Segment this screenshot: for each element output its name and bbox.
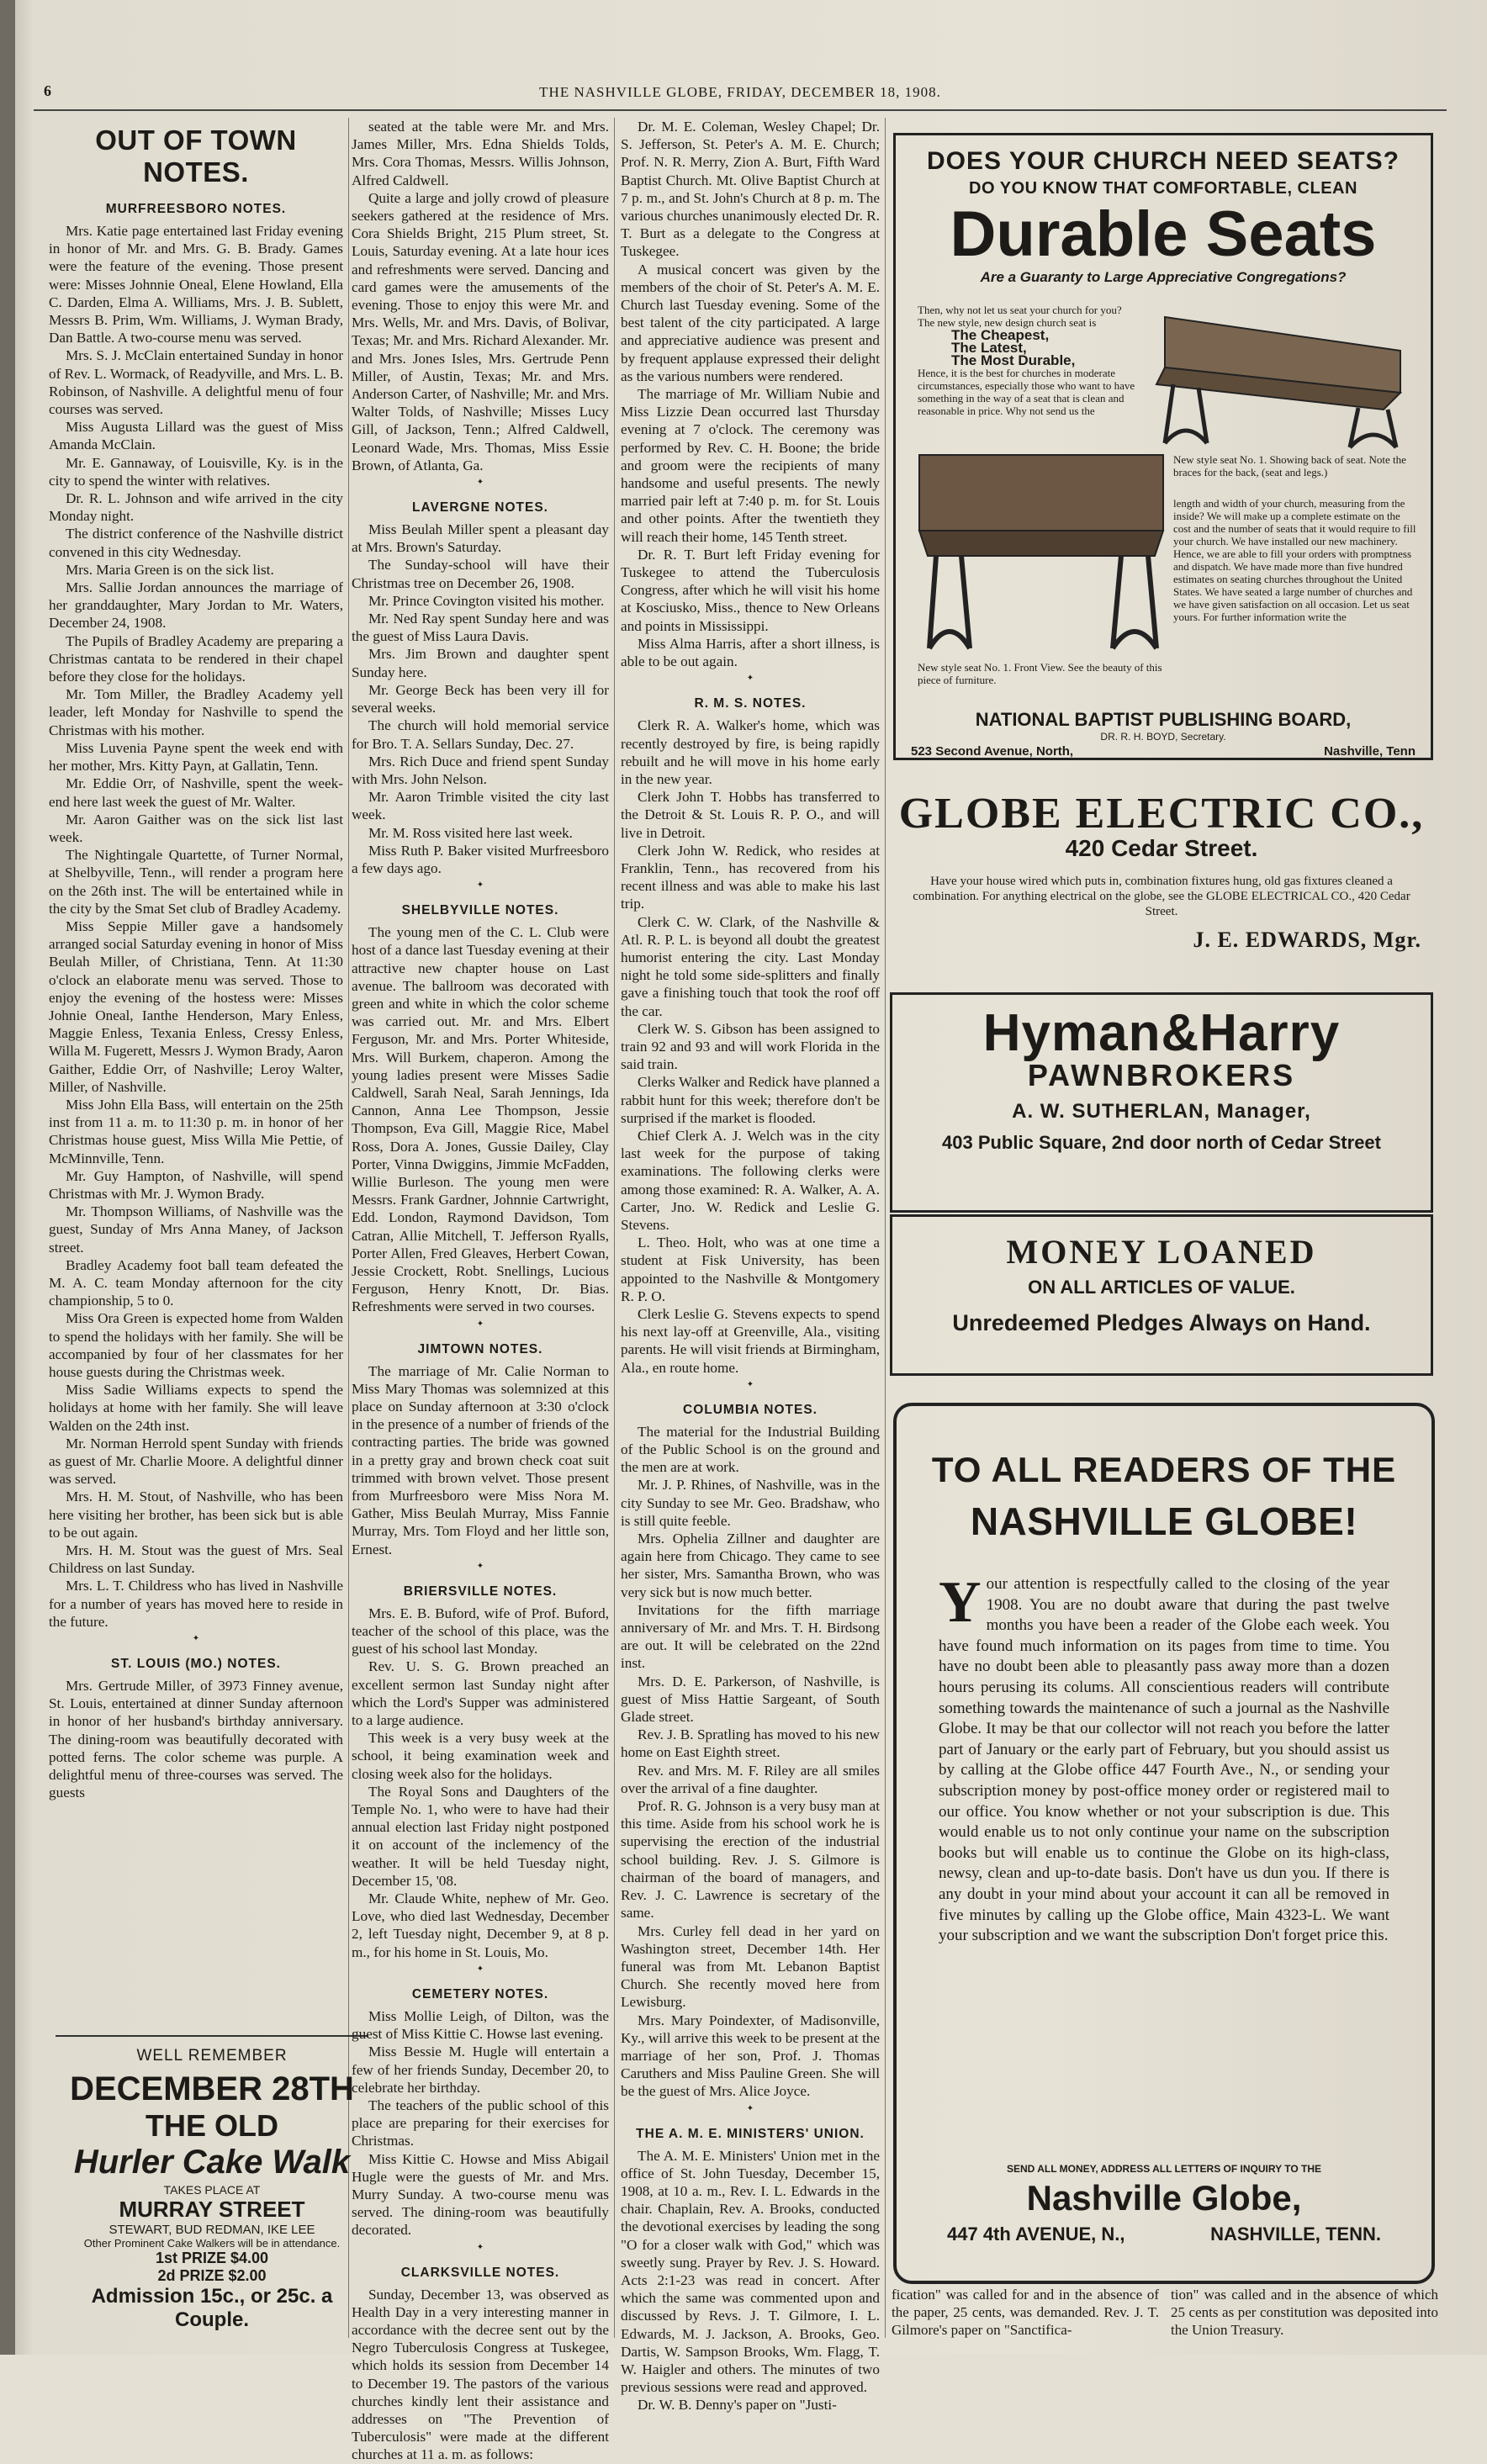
article-paragraph: Miss Ora Green is expected home from Walden to spend the holidays with her family. She will be accompanied by four of her classmates for her house guests during the Christmas week. <box>49 1310 343 1380</box>
address-street: 447 4th AVENUE, N., <box>947 2223 1125 2245</box>
article-paragraph: Rev. J. B. Spratling has moved to his new home on East Eighth street. <box>621 1726 880 1761</box>
article-paragraph: Mr. Prince Covington visited his mother. <box>368 592 605 609</box>
article-paragraph: Bradley Academy foot ball team defeated the M. A. C. team Monday afternoon for the city championship, 5 to 0. <box>49 1256 343 1309</box>
article-paragraph: Clerk C. W. Clark, of the Nashville & Atl. R. P. L. is beyond all doubt the greatest humorist entering the city. Last Monday night he told some side-splitters and finally gave a finishing touch that took the roof off the car. <box>621 913 880 1019</box>
article-paragraph: The young men of the C. L. Club were host of a dance last Tuesday evening at their attractive new chapter house on Last avenue. The ballroom was decorated with green and white in which the color scheme was carried out. Mr. and Mrs. Elbert Ferguson, Mr. and Mrs. Porter Whiteside, Mrs. Will Burkem, chaperon. Among the young ladies present were Misses Sadie Caldwell, Sarah Neal, Sarah Jennings, Ida Cannon, Anna Lee Thompson, Jessie Thompson, Eva Gill, Maggie Rice, Mabel Ross, Dora A. Jones, Gussie Dailey, Clay Porter, Vinna Dwiggins, Jimmie McFadden, Willie Burleson. The young men were Messrs. Frank Gardner, Johnnie Cartwright, Edd. London, Raymond Davidson, Tom Catran, Allie Mitchell, T. Jefferson Ryalls, Porter Allen, Fred Gleaves, Herbert Cowan, Jessie Crockett, Robt. Snellings, Lucious Ferguson, Henry Knott, Dr. Bias. Refreshments were served in two courses. <box>352 924 609 1315</box>
separator-star: ✦ <box>476 478 484 488</box>
ad-manager: J. E. EDWARDS, Mgr. <box>1193 928 1421 952</box>
ad-line: 1st PRIZE $4.00 <box>155 2250 269 2266</box>
article-paragraph: The Nightingale Quartette, of Turner Normal, at Shelbyville, Tenn., will render a program here on the 26th inst. The will be entertained while in the city by the Smat Set club of Bradley Academy. <box>49 847 343 917</box>
article-paragraph: Rev. and Mrs. M. F. Riley are all smiles over the arrival of a fine daughter. <box>621 1762 880 1796</box>
globe-electric-ad <box>888 789 1435 965</box>
ad-line: Other Prominent Cake Walkers will be in attendance. <box>83 2237 341 2250</box>
article-paragraph: The Sunday-school will have their Christmas tree on December 26, 1908. <box>352 557 609 591</box>
ad-line: STEWART, BUD REDMAN, IKE LEE <box>108 2223 315 2237</box>
ad-subtitle: PAWNBROKERS <box>1027 1058 1296 1092</box>
article-paragraph: Mrs. S. J. McClain entertained Sunday in honor of Rev. L. Wormack, of Readyville, and Mrs. L. B. Robinson, of Nashville. A delightful menu of four courses was served. <box>49 347 343 418</box>
ad-text-line: The Latest, <box>951 340 1027 356</box>
article-paragraph: Mrs. Curley fell dead in her yard on Washington street, December 14th. Her funeral was from Mt. Lebanon Baptist Church. She recently moved here from Lewisburg. <box>621 1922 880 2011</box>
section-heading: THE A. M. E. MINISTERS' UNION. <box>636 2126 865 2141</box>
ad-subtitle: ON ALL ARTICLES OF VALUE. <box>1028 1277 1295 1298</box>
continued-text: fication" was called for and in the absence of the paper, 25 cents, was demanded. Rev. J. T. Gilmore's paper on "Sanctifica- <box>892 2287 1159 2338</box>
article-paragraph: Mrs. L. T. Childress who has lived in Nashville for a number of years has moved here to reside in the future. <box>49 1578 343 1630</box>
separator-star: ✦ <box>476 1319 484 1329</box>
article-paragraph: Miss Kittie C. Howse and Miss Abigail Hugle were the guests of Mr. and Mrs. Murry Sunday. A two-course menu was served. The dining-room was beautifully decorated. <box>352 2150 609 2239</box>
article-paragraph: Mrs. Ophelia Zillner and daughter are again here from Chicago. They came to see her sister, Mrs. Samantha Brown, who was very sick but is now much better. <box>621 1531 880 1600</box>
section-heading: LAVERGNE NOTES. <box>412 500 548 516</box>
ad-subheadline: DO YOU KNOW THAT COMFORTABLE, CLEAN <box>969 179 1357 198</box>
ad-line: THE OLD <box>146 2108 278 2143</box>
column-3 <box>621 118 880 2414</box>
church-seats-ad <box>893 133 1433 760</box>
section-heading: CLARKSVILLE NOTES. <box>400 2265 560 2280</box>
article-paragraph: Mrs. Katie page entertained last Friday evening in honor of Mr. and Mrs. G. B. Brady. Games were the feature of the evening. Those present were: Misses Johnnie Oneal, Elene Howland, Ella C. Darden, Elma A. Williams, Mrs. J. B. Sublett, Messrs B. Prim, Wm. Williams, J. Wyman Brady, Dan Battle. A two-course menu was served. <box>49 223 343 346</box>
ad-title: Durable Seats <box>950 198 1377 270</box>
notice-text: our attention is respectfully called to the closing of the year 1908. You are no doubt aware that during the past twelve months you have been a reader of the Globe each week. You have found much information on its pages from time to time. You have no doubt been able to pleasantly pass away more than a dozen hours perusing its colums. All conscientious readers will contribute something towards the maintenance of such a journal as the Nashville Globe. It may be that our collector will not reach you before the latter part of January or the early part of February, but you should assist us by calling at the Globe office 447 Fourth Ave., N., or sending your subscription money by post-office money order or registered mail to our office. You know whether or not your subscription is due. This would enable us to not only continue your name on the subscription books but will enable us to continue the Globe on its high-class, newsy, clean and up-to-date basis. Don't have us dun you. If there is any doubt in your mind about your account it can all be removed in five minutes by calling up the Globe office, Main 4323-L. We want your subscription and we want the subscription Don't forget price this. <box>939 1575 1389 1945</box>
column-rule <box>348 118 349 2338</box>
ad-line: TAKES PLACE AT <box>163 2183 261 2197</box>
article-paragraph: Prof. R. G. Johnson is a very busy man at this time. Aside from his school work he is supervising the erection of the industrial school building. Rev. J. S. Gilmore is chairman of the board of managers, and Rev. J. C. Lawrence is secretary of the same. <box>621 1798 880 1922</box>
section-banner: OUT OF TOWN NOTES. <box>95 124 297 188</box>
article-paragraph: Invitations for the fifth marriage anniversary of Mr. and Mrs. T. H. Birdsong are out. It will be celebrated on the 22nd inst. <box>621 1601 880 1672</box>
article-paragraph: Mr. Eddie Orr, of Nashville, spent the week-end here last week the guest of Mr. Walter. <box>49 775 343 810</box>
page-edge <box>0 0 15 2355</box>
section-heading: JIMTOWN NOTES. <box>417 1341 543 1356</box>
cake-walk-ad <box>56 2035 368 2340</box>
article-paragraph: Mrs. Rich Duce and friend spent Sunday with Mrs. John Nelson. <box>352 753 609 787</box>
page-number: 6 <box>44 82 51 99</box>
section-heading: CEMETERY NOTES. <box>411 1986 549 2001</box>
article-paragraph: A musical concert was given by the members of the choir of St. Peter's A. M. E. Church last Tuesday evening. Some of the best talent of the city participated. A large and appreciative audience was present and by frequent applause expressed their delight as the various numbers were rendered. <box>621 261 880 384</box>
article-paragraph: The A. M. E. Ministers' Union met in the office of St. John Tuesday, December 15, 1908, at 10 a. m., Rev. I. L. Edwards in the chair. Chaplain, Rev. A. Brooks, conducted the devotional exercises by leading the song "O for a closer walk with God," which was sweetly sung. Prayer by Rev. J. S. Howard. Acts 2:1-23 was read in concert. After which the same was commented upon and discussed by Revs. J. T. Gilmore, I. L. Edwards, M. J. Jackson, A. Brooks, Geo. Dartis, W. Sampson Brooks, Wm. Flagg, T. W. Haigler and others. The minutes of two previous sessions were read and approved. <box>621 2147 880 2396</box>
article-paragraph: Miss Beulah Miller spent a pleasant day at Mrs. Brown's Saturday. <box>352 521 609 556</box>
ad-text-line: Hence, it is the best for churches in moderate circumstances, especially those who want to have something in the way of a seat that is clean and reasonable in price. Why not send us the <box>918 367 1135 417</box>
article-paragraph: Clerk John W. Redick, who resides at Franklin, Tenn., has recovered from his recent illness and was able to make his last trip. <box>621 842 880 912</box>
publisher-address <box>911 744 1416 759</box>
article-paragraph: This week is a very busy week at the school, it being examination week and closing week also for the holidays. <box>352 1730 609 1782</box>
article-paragraph: Miss Luvenia Payne spent the week end with her mother, Mrs. Kitty Payn, at Gallatin, Tenn. <box>49 739 343 775</box>
column-rule <box>885 118 886 2338</box>
article-paragraph: Mr. Aaron Trimble visited the city last week. <box>352 789 609 823</box>
ad-text-line: Then, why not let us seat your church for you? The new style, new design church seat is <box>918 304 1122 329</box>
separator-star: ✦ <box>746 2103 754 2113</box>
article-paragraph: Clerk Leslie G. Stevens expects to spend his next lay-off at Greenville, Ala., visiting parents. He will visit friends at Birmingham, Ala., en route home. <box>621 1306 880 1376</box>
article-paragraph: Dr. W. B. Denny's paper on "Justi- <box>638 2397 837 2414</box>
ad-text: length and width of your church, measuring from the inside? We will make up a complete estimate on the cost and the number of seats that it would require to fill your church. We have installed our new machinery. Hence, we are able to fill your orders with promptness and dispatch. We have made more than five hundred estimates on seating churches throughout the United States. We have seated a large number of churches and we have given satisfaction on all occasion. Let us seat yours. For further information write the <box>1173 497 1416 623</box>
article-paragraph: Quite a large and jolly crowd of pleasure seekers gathered at the residence of Mrs. Cora Shields Bright, 215 Plum street, St. Louis, Saturday evening. At a late hour ices and refreshments were served. Dancing and card games were the amusements of the evening. Those to enjoy this were Mr. and Mrs. Wells, Mr. and Mrs. Davis, of Bolivar, Texas; Mr. and Mrs. Richard Alexander. Mr. and Mrs. Jones Isles, Mrs. Gertrude Penn Miller, of Austin, Texas; Mr. and Mrs. Anderson Carter, of Nashville; Mr. and Mrs. Walter Tolds, of Nashville; Misses Lucy Gill, of Jackson, Tenn.; Alfred Caldwell, Leonard Wade, Mrs. Thomas, Miss Essie Brown, of Atlanta, Ga. <box>352 189 609 473</box>
article-paragraph: Miss Seppie Miller gave a handsomely arranged social Saturday evening in honor of Miss Beulah Miller, of Christiana, Tenn. At 11:30 o'clock an elaborate menu was served. Those to enjoy the evening of the hostess were: Misses Johnie Oneal, Ianthe Henderson, Mary Enless, Maggie Enless, Texania Enless, Cressy Enless, Willa M. Fugerett, Messrs J. Wymon Brady, Aaron Gaither, Eddie Orr, of Nashville; Leroy Walter, Miller, of Nashville. <box>49 917 343 1095</box>
article-paragraph: Miss Mollie Leigh, of Dilton, was the guest of Miss Kittie C. Howse last evening. <box>352 2007 609 2043</box>
article-paragraph: Mr. Aaron Gaither was on the sick list last week. <box>49 811 343 845</box>
article-paragraph: Miss John Ella Bass, will entertain on the 25th inst from 11 a. m. to 11:30 p. m. in honor of her Christmas house guest, Miss Willa Mie Pettie, of McMinnville, Tenn. <box>49 1096 343 1166</box>
article-paragraph: Miss Augusta Lillard was the guest of Miss Amanda McClain. <box>49 419 343 453</box>
ad-line: MURRAY STREET <box>119 2197 305 2222</box>
money-loaned-ad <box>890 1214 1433 1376</box>
column-rule <box>614 118 615 2338</box>
ad-line: DECEMBER 28TH <box>70 2070 354 2107</box>
article-paragraph: The church will hold memorial service for Bro. T. A. Sellars Sunday, Dec. 27. <box>352 717 609 752</box>
ad-text <box>918 304 1136 417</box>
article-paragraph: Mr. E. Gannaway, of Louisville, Ky. is in the city to spend the winter with relatives. <box>49 454 343 489</box>
ad-address: 403 Public Square, 2nd door north of Cedar Street <box>942 1132 1381 1153</box>
ad-title: MONEY LOANED <box>1006 1233 1317 1271</box>
section-heading: R. M. S. NOTES. <box>694 696 807 711</box>
article-paragraph: Miss Bessie M. Hugle will entertain a few of her friends Sunday, December 20, to celebrate her birthday. <box>352 2044 609 2096</box>
ad-tagline: Unredeemed Pledges Always on Hand. <box>952 1310 1371 1335</box>
article-paragraph: Miss Alma Harris, after a short illness, is able to be out again. <box>621 635 880 670</box>
ad-tagline: Are a Guaranty to Large Appreciative Congregations? <box>980 269 1347 285</box>
separator-star: ✦ <box>746 1379 754 1389</box>
ad-address <box>947 2223 1381 2245</box>
article-paragraph: The teachers of the public school of this place are preparing for their exercises for Christmas. <box>352 2097 609 2149</box>
separator-star: ✦ <box>476 2242 484 2252</box>
notice-body <box>939 1570 1389 1947</box>
address-city: Nashville, Tenn <box>1324 744 1416 759</box>
article-paragraph: Clerk W. S. Gibson has been assigned to train 92 and 93 and will work Florida in the said train. <box>621 1020 880 1073</box>
separator-star: ✦ <box>476 1964 484 1974</box>
ad-headline: DOES YOUR CHURCH NEED SEATS? <box>927 147 1400 175</box>
article-paragraph: Mr. Thompson Williams, of Nashville was the guest, Sunday of Mrs Anna Maney, of Jackson street. <box>49 1203 343 1256</box>
article-paragraph: Chief Clerk A. J. Welch was in the city last week for the purpose of taking examinations. The following clerks were among those examined: R. A. Walker, A. A. Carter, Jno. W. Redick and Leslie G. Stevens. <box>621 1127 880 1233</box>
masthead-title: THE NASHVILLE GLOBE, FRIDAY, DECEMBER 18, 1908. <box>539 84 941 100</box>
article-paragraph: Mr. Claude White, nephew of Mr. Geo. Love, who died last Wednesday, December 2, left Tuesday night, December 9, at 8 p. m., for his home in St. Louis, Mo. <box>352 1890 609 1960</box>
article-paragraph: Clerks Walker and Redick have planned a rabbit hunt for this week; therefore don't be surprised if the market is flooded. <box>621 1074 880 1126</box>
ad-caption: New style seat No. 1. Showing back of seat. Note the braces for the back, (seat and legs.) <box>1173 453 1406 479</box>
article-paragraph: Mrs. H. M. Stout, of Nashville, who has been here visiting her brother, has been sick but is able to be out again. <box>49 1488 343 1541</box>
article-paragraph: Sunday, December 13, was observed as Health Day in a very interesting manner in accordance with the decree sent out by the Negro Tuberculosis Congress at Tuskegee, which holds its session from December 14 to December 19. The pastors of the various churches kindly lent their assistance and addresses on "The Prevention of Tuberculosis" were made at the different churches at 11 a. m. as follows: <box>352 2286 609 2463</box>
church-bench-front-illustration <box>911 447 1172 657</box>
article-paragraph: Clerk John T. Hobbs has transferred to the Detroit & St. Louis R. P. O., and will live in Detroit. <box>621 789 880 841</box>
continued-text: tion" was called and in the absence of which 25 cents as per constitution was deposited into the Union Treasury. <box>1171 2287 1438 2338</box>
article-paragraph: Mrs. Sallie Jordan announces the marriage of her granddaughter, Mary Jordan to Mr. Waters, December 24, 1908. <box>49 579 343 632</box>
article-paragraph: Mr. Ned Ray spent Sunday here and was the guest of Miss Laura Davis. <box>352 611 609 645</box>
church-bench-back-illustration <box>1148 300 1417 452</box>
separator-star: ✦ <box>476 880 484 891</box>
article-paragraph: Mrs. Maria Green is on the sick list. <box>66 561 274 578</box>
publisher-secretary: DR. R. H. BOYD, Secretary. <box>1100 731 1226 743</box>
separator-star: ✦ <box>746 674 754 684</box>
article-paragraph: seated at the table were Mr. and Mrs. James Miller, Mrs. Edna Shields Tolds, Mrs. Cora Thomas, Messrs. Willis Johnson, Alfred Caldwell. <box>352 119 609 188</box>
ad-line: Admission 15c., or 25c. a Couple. <box>91 2285 333 2331</box>
article-paragraph: Mr. Norman Herrold spent Sunday with friends as guest of Mr. Charlie Moore. A delightful dinner was served. <box>49 1435 343 1488</box>
publisher-name: NATIONAL BAPTIST PUBLISHING BOARD, <box>975 709 1352 730</box>
article-paragraph: Rev. U. S. G. Brown preached an excellent sermon last Sunday night after which the Lord's Supper was administered to a large audience. <box>352 1658 609 1729</box>
ad-title: GLOBE ELECTRIC CO., <box>898 790 1425 838</box>
ad-text: Have your house wired which puts in, combination fixtures hung, old gas fixtures cleaned a combination. For anything electrical on the globe, see the GLOBE ELECTRICAL CO., 420 Cedar Street. <box>913 875 1410 918</box>
ad-instruction: SEND ALL MONEY, ADDRESS ALL LETTERS OF INQUIRY TO THE <box>1006 2163 1322 2175</box>
address-city: NASHVILLE, TENN. <box>1210 2223 1381 2245</box>
ad-line: Hurler Cake Walk <box>73 2144 351 2181</box>
hyman-harry-ad <box>890 992 1433 1213</box>
article-paragraph: Dr. R. L. Johnson and wife arrived in the city Monday night. <box>49 490 343 525</box>
article-paragraph: Mrs. E. B. Buford, wife of Prof. Buford, teacher of the school of this place, was the guest of his school last Monday. <box>352 1605 609 1658</box>
article-paragraph: Mrs. Gertrude Miller, of 3973 Finney avenue, St. Louis, entertained at dinner Sunday afternoon in honor of her husband's birthday anniversary. The dining-room was beautifully decorated with potted ferns. The color scheme was purple. A delightful menu of three-courses was served. The guests <box>49 1678 343 1801</box>
article-paragraph: Miss Ruth P. Baker visited Murfreesboro a few days ago. <box>352 842 609 876</box>
article-paragraph: The Pupils of Bradley Academy are preparing a Christmas cantata to be rendered in their chapel before they close for the holidays. <box>49 632 343 685</box>
ad-address: 420 Cedar Street. <box>1065 835 1258 861</box>
article-paragraph: The material for the Industrial Building of the Public School is on the ground and the men are at work. <box>621 1423 880 1476</box>
article-paragraph: Mr. Guy Hampton, of Nashville, will spend Christmas with Mr. J. Wymon Brady. <box>49 1167 343 1202</box>
ad-caption: New style seat No. 1. Front View. See the beauty of this piece of furniture. <box>918 661 1162 686</box>
ad-manager: A. W. SUTHERLAN, Manager, <box>1012 1100 1311 1123</box>
article-paragraph: Mr. J. P. Rhines, of Nashville, was in the city Sunday to see Mr. Geo. Bradshaw, who is still quite feeble. <box>621 1477 880 1529</box>
ad-title: Hyman&Harry <box>982 1004 1341 1062</box>
article-paragraph: The marriage of Mr. Calie Norman to Miss Mary Thomas was solemnized at this place on Sunday afternoon at 3:30 o'clock in the presence of a number of friends of the contracting parties. The bride was gowned in a pretty gray and brown check coat suit trimmed with brown velvet. Those present from Murfreesboro were Miss Nora M. Gather, Miss Beulah Murray, Miss Fannie Murray, Mrs. Tom Floyd and her little son, Ernest. <box>352 1362 609 1557</box>
ad-line: WELL REMEMBER <box>136 2047 288 2065</box>
masthead-rule <box>34 109 1447 111</box>
article-paragraph: Dr. M. E. Coleman, Wesley Chapel; Dr. S. Jefferson, St. Peter's A. M. E. Church; Prof. N. R. Merry, Zion A. Burt, Fifth Ward Baptist Church. Mt. Olive Baptist Church at 7 p. m., and St. John's Church at 8 p. m. The various churches unanimously elected Dr. R. T. Burt as a delegate to the Congress at Tuskegee. <box>621 119 880 260</box>
article-paragraph: Mrs. D. E. Parkerson, of Nashville, is guest of Miss Hattie Sargeant, of South Glade street. <box>621 1673 880 1726</box>
article-paragraph: Mrs. H. M. Stout was the guest of Mrs. Seal Childress on last Sunday. <box>49 1542 343 1577</box>
section-heading: BRIERSVILLE NOTES. <box>403 1584 558 1599</box>
ad-headline: TO ALL READERS OF THE <box>931 1450 1397 1489</box>
section-heading: SHELBYVILLE NOTES. <box>401 903 559 918</box>
article-paragraph: L. Theo. Holt, who was at one time a student at Fisk University, has been appointed to the Nashville & Montgomery R. P. O. <box>621 1235 880 1304</box>
article-paragraph: Dr. R. T. Burt left Friday evening for Tuskegee to attend the Tuberculosis Congress, after which he will visit his home at Kosciusko, Miss., thence to New Orleans and points in Mississippi. <box>621 546 880 634</box>
ad-company-name: Nashville Globe, <box>1026 2178 1302 2218</box>
section-heading: MURFREESBORO NOTES. <box>105 202 287 216</box>
article-paragraph: Mrs. Mary Poindexter, of Madisonville, Ky., will arrive this week to be present at the marriage of her son, Prof. J. Thomas Caruthers and Miss Pauline Green. She will be the guest of Mrs. Alice Joyce. <box>621 2012 880 2100</box>
masthead <box>34 82 1447 108</box>
article-paragraph: Miss Sadie Williams expects to spend the holidays at home with her family. She will leave Walden on the 24th inst. <box>49 1382 343 1434</box>
separator-star: ✦ <box>192 1634 200 1644</box>
section-heading: ST. LOUIS (MO.) NOTES. <box>111 1657 281 1672</box>
ad-text-line: The Most Durable, <box>951 352 1076 368</box>
ad-text-line: The Cheapest, <box>951 327 1050 343</box>
column-2 <box>352 118 609 2463</box>
column-1 <box>49 118 343 2027</box>
article-paragraph: Mr. Tom Miller, the Bradley Academy yell leader, left Monday for Nashville to spend the Christmas with his mother. <box>49 686 343 738</box>
ad-title: NASHVILLE GLOBE! <box>970 1499 1358 1543</box>
readers-notice-ad <box>893 1403 1435 2284</box>
article-paragraph: The marriage of Mr. William Nubie and Miss Lizzie Dean occurred last Thursday evening at 7 o'clock. The ceremony was performed by Rev. C. H. Boone; the bride and groom were the recipients of many handsome and useful presents. The newly married pair left at 7:40 p. m. for St. Louis and other points. After the twentieth they will reach their home, 145 Tenth street. <box>621 386 880 545</box>
section-heading: COLUMBIA NOTES. <box>683 1402 818 1417</box>
address-street: 523 Second Avenue, North, <box>911 744 1074 759</box>
article-paragraph: The district conference of the Nashville district convened in this city Wednesday. <box>49 526 343 560</box>
article-paragraph: Mr. M. Ross visited here last week. <box>368 824 573 841</box>
separator-star: ✦ <box>476 1561 484 1571</box>
article-paragraph: Mrs. Jim Brown and daughter spent Sunday here. <box>352 646 609 680</box>
article-paragraph: Mr. George Beck has been very ill for several weeks. <box>352 681 609 716</box>
article-paragraph: Clerk R. A. Walker's home, which was recently destroyed by fire, is being rapidly rebuilt and he will move in his home early in the new year. <box>621 717 880 787</box>
article-paragraph: The Royal Sons and Daughters of the Temple No. 1, who were to have had their annual election last Friday night postponed it on account of the inclemency of the weather. It will be held Tuesday night, December 15, '08. <box>352 1783 609 1889</box>
ad-line: 2d PRIZE $2.00 <box>157 2267 267 2284</box>
drop-cap: Y <box>939 1570 982 1635</box>
